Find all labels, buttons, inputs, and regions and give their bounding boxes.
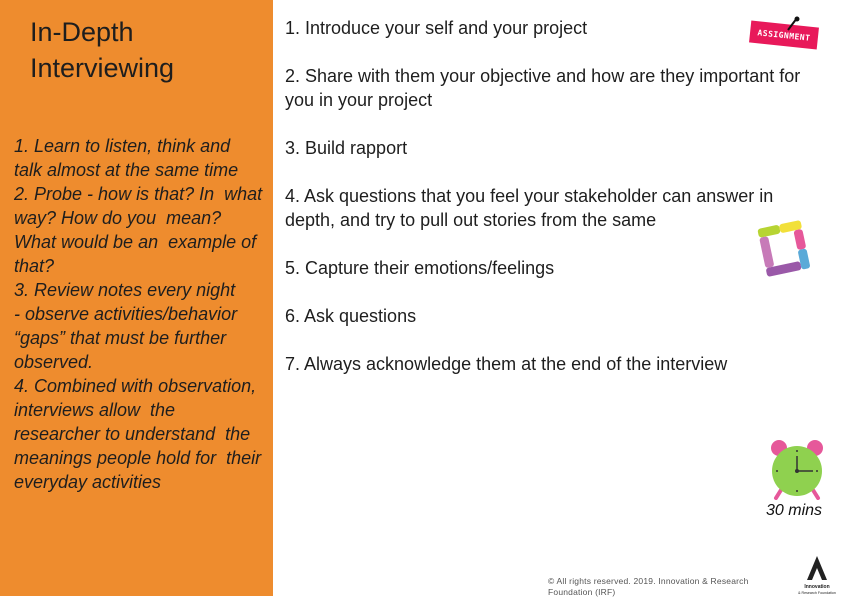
tip-item: - observe activities/behavior “gaps” that must be further observed. — [14, 304, 248, 372]
page-title: In-Depth Interviewing — [30, 17, 175, 83]
svg-text:& Research Foundation: & Research Foundation — [798, 591, 836, 595]
step-item: 6. Ask questions — [285, 306, 417, 326]
tips-list — [14, 134, 268, 494]
step-item: 2. Share with them your objective and how are they important for you in your project — [285, 66, 801, 110]
step-item: 1. Introduce your self and your project — [285, 18, 588, 38]
alarm-clock-icon — [767, 438, 827, 500]
copyright-note: © All rights reserved. 2019. Innovation & Research Foundation (IRF) — [548, 576, 749, 597]
tip-item: 4. Combined with observation, interviews allow the researcher to understand the meanings people hold for their everyday activities — [14, 376, 267, 492]
svg-text:Innovation: Innovation — [804, 584, 830, 590]
step-item: 7. Always acknowledge them at the end of the interview — [285, 354, 728, 374]
tip-item: 1. Learn to listen, think and talk almost at the same time — [14, 136, 241, 180]
assignment-badge-text: ASSIGNMENT — [757, 27, 811, 43]
clock-duration-label: 30 mins — [766, 502, 823, 519]
assignment-badge — [750, 16, 820, 48]
step-item: 5. Capture their emotions/feelings — [285, 258, 555, 278]
tip-item: 2. Probe - how is that? In what way? How do you mean? What would be an example of that? — [14, 184, 268, 276]
pin-icon — [786, 16, 800, 32]
tip-item: 3. Review notes every night — [14, 280, 236, 300]
irf-logo — [793, 552, 841, 596]
sidebar-panel — [0, 0, 273, 596]
puzzle-squares-icon — [754, 218, 814, 280]
step-item: 4. Ask questions that you feel your stakeholder can answer in depth, and try to pull out stories from the same — [285, 186, 774, 230]
step-item: 3. Build rapport — [285, 138, 408, 158]
assignment-badge-box — [749, 21, 819, 50]
